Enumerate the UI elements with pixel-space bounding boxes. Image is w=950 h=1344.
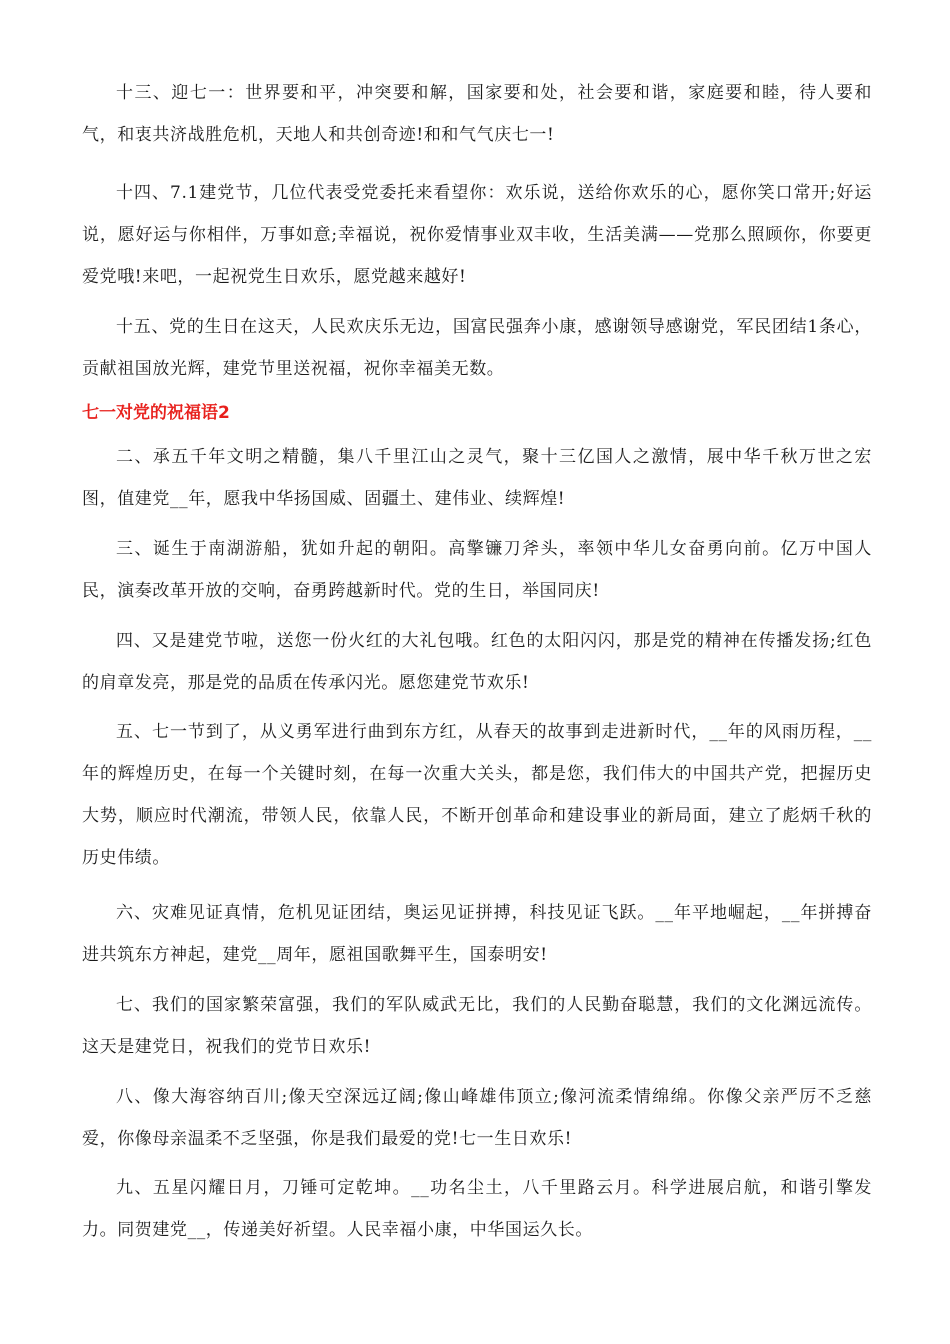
paragraph-13: 十三、迎七一：世界要和平，冲突要和解，国家要和处，社会要和谐，家庭要和睦，待人要和气，和衷共济战胜危机，天地人和共创奇迹!和和气气庆七一! [82,83,872,145]
paragraph-2: 二、承五千年文明之精髓，集八千里江山之灵气，聚十三亿国人之激情，展中华千秋万世之宏图，值建党__年，愿我中华扬国威、固疆土、建伟业、续辉煌! [82,447,872,509]
paragraph-4: 四、又是建党节啦，送您一份火红的大礼包哦。红色的太阳闪闪，那是党的精神在传播发扬;红色的肩章发亮，那是党的品质在传承闪光。愿您建党节欢乐! [82,631,872,693]
paragraph-3: 三、诞生于南湖游船，犹如升起的朝阳。高擎镰刀斧头，率领中华儿女奋勇向前。亿万中国人民，演奏改革开放的交响，奋勇跨越新时代。党的生日，举国同庆! [82,539,872,601]
section-heading: 七一对党的祝福语2 [82,403,230,423]
paragraph-5: 五、七一节到了，从义勇军进行曲到东方红，从春天的故事到走进新时代，__年的风雨历程，__年的辉煌历史，在每一个关键时刻，在每一次重大关头，都是您，我们伟大的中国共产党，把握历史大势，顺应时代潮流，带领人民，依靠人民，不断开创革命和建设事业的新局面，建立了彪炳千秋的历史伟绩。 [82,722,872,868]
paragraph-14: 十四、7.1建党节，几位代表受党委托来看望你：欢乐说，送给你欢乐的心，愿你笑口常开;好运说，愿好运与你相伴，万事如意;幸福说，祝你爱情事业双丰收，生活美满——党那么照顾你，你要更爱党哦!来吧，一起祝党生日欢乐，愿党越来越好! [82,183,872,287]
paragraph-9: 九、五星闪耀日月，刀锤可定乾坤。__功名尘土，八千里路云月。科学进展启航，和谐引擎发力。同贺建党__，传递美好祈望。人民幸福小康，中华国运久长。 [82,1178,872,1240]
paragraph-15: 十五、党的生日在这天，人民欢庆乐无边，国富民强奔小康，感谢领导感谢党，军民团结1条心，贡献祖国放光辉，建党节里送祝福，祝你幸福美无数。 [82,317,872,379]
paragraph-6: 六、灾难见证真情，危机见证团结，奥运见证拼搏，科技见证飞跃。__年平地崛起，__年拼搏奋进共筑东方神起，建党__周年，愿祖国歌舞平生，国泰明安! [82,903,872,965]
paragraph-8: 八、像大海容纳百川;像天空深远辽阔;像山峰雄伟顶立;像河流柔情绵绵。你像父亲严厉不乏慈爱，你像母亲温柔不乏坚强，你是我们最爱的党!七一生日欢乐! [82,1087,872,1149]
paragraph-7: 七、我们的国家繁荣富强，我们的军队威武无比，我们的人民勤奋聪慧，我们的文化渊远流传。这天是建党日，祝我们的党节日欢乐! [82,995,872,1057]
